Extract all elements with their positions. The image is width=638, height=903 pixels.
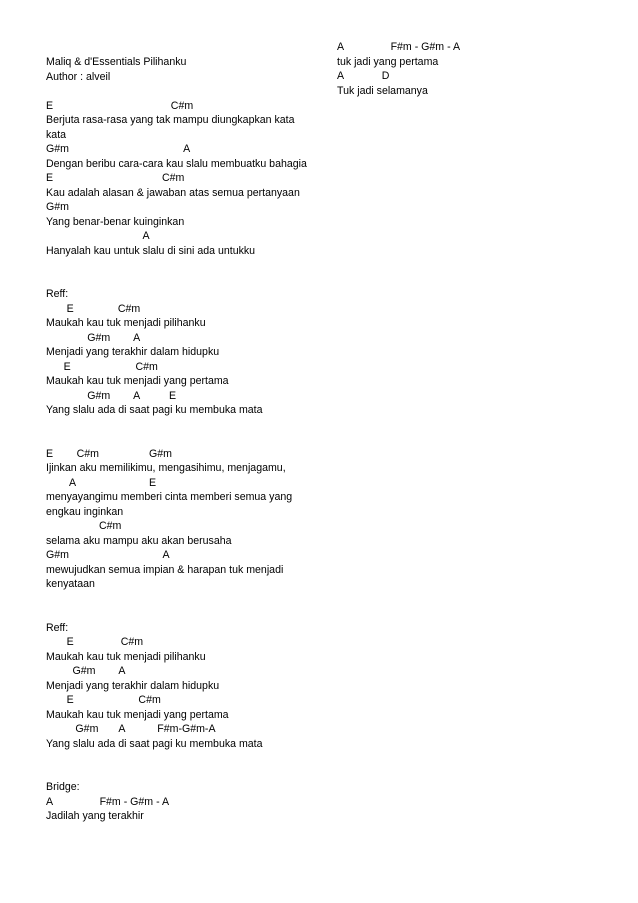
lyric-line: G#m A [46,549,170,561]
lyric-line: Reff: [46,621,69,634]
lyric-line: A E [46,476,157,489]
right-column [337,40,617,98]
lyric-line: tuk jadi yang pertama [337,55,439,68]
lyric-line: E C#m G#m [46,447,172,460]
lyric-line: mewujudkan semua impian & harapan tuk menjadi [46,563,284,576]
lyric-line: G#m A [46,331,141,344]
line-gap [46,258,326,287]
lyric-line: Maukah kau tuk menjadi pilihanku [46,317,206,329]
line-gap [46,84,326,99]
lyric-line: E C#m [46,636,144,648]
lyric-line: G#m A [46,143,191,155]
lyric-line: Maukah kau tuk menjadi pilihanku [46,650,206,663]
line-gap [46,592,326,621]
lyric-line: Author : alveil [46,70,111,83]
lyric-line: E C#m [46,360,158,373]
lyric-line: E C#m [46,694,161,706]
lyric-line: Jadilah yang terakhir [46,810,144,822]
lyric-line: C#m [46,520,122,532]
line-gap [46,751,326,780]
lyric-line: Reff: [46,288,69,300]
lyric-line: kenyataan [46,578,95,590]
lyric-line: Yang slalu ada di saat pagi ku membuka mata [46,737,263,750]
line-gap [46,418,326,447]
lyric-line: Menjadi yang terakhir dalam hidupku [46,346,220,358]
lyric-line: G#m A [46,665,126,677]
lyric-line: Maukah kau tuk menjadi yang pertama [46,375,229,387]
lyric-line: G#m A F#m-G#m-A [46,723,216,735]
lyric-line: E C#m [46,99,194,112]
lyric-line: Menjadi yang terakhir dalam hidupku [46,679,220,692]
lyric-line: G#m [46,201,69,213]
lyric-line: E C#m [46,172,185,184]
lyric-line: Tuk jadi selamanya [337,84,428,97]
lyric-line: A F#m - G#m - A [337,41,461,53]
lyric-line: A [46,230,150,242]
lyric-line: engkau inginkan [46,505,124,518]
lyric-line: Yang benar-benar kuinginkan [46,215,185,228]
lyric-line: A D [337,70,390,82]
lyric-line: Ijinkan aku memilikimu, mengasihimu, menjagamu, [46,462,286,474]
lyric-line: Dengan beribu cara-cara kau slalu membuatku bahagia [46,157,307,170]
lyric-line: menyayangimu memberi cinta memberi semua yang [46,491,293,503]
lyric-line: selama aku mampu aku akan berusaha [46,534,232,547]
lyric-line: G#m A E [46,389,177,402]
lyric-line: kata [46,128,67,141]
lyric-line: Hanyalah kau untuk slalu di sini ada untukku [46,244,256,257]
lyric-line: E C#m [46,302,141,315]
left-column [46,55,326,824]
lyric-line: Yang slalu ada di saat pagi ku membuka mata [46,404,263,416]
lyric-line: Berjuta rasa-rasa yang tak mampu diungkapkan kata [46,114,295,126]
lyric-line: Maukah kau tuk menjadi yang pertama [46,708,229,721]
lyric-line: Kau adalah alasan & jawaban atas semua pertanyaan [46,186,300,199]
lyric-line: Bridge: [46,781,80,793]
lyric-line: A F#m - G#m - A [46,795,170,808]
lyric-line: Maliq & d'Essentials Pilihanku [46,56,187,68]
